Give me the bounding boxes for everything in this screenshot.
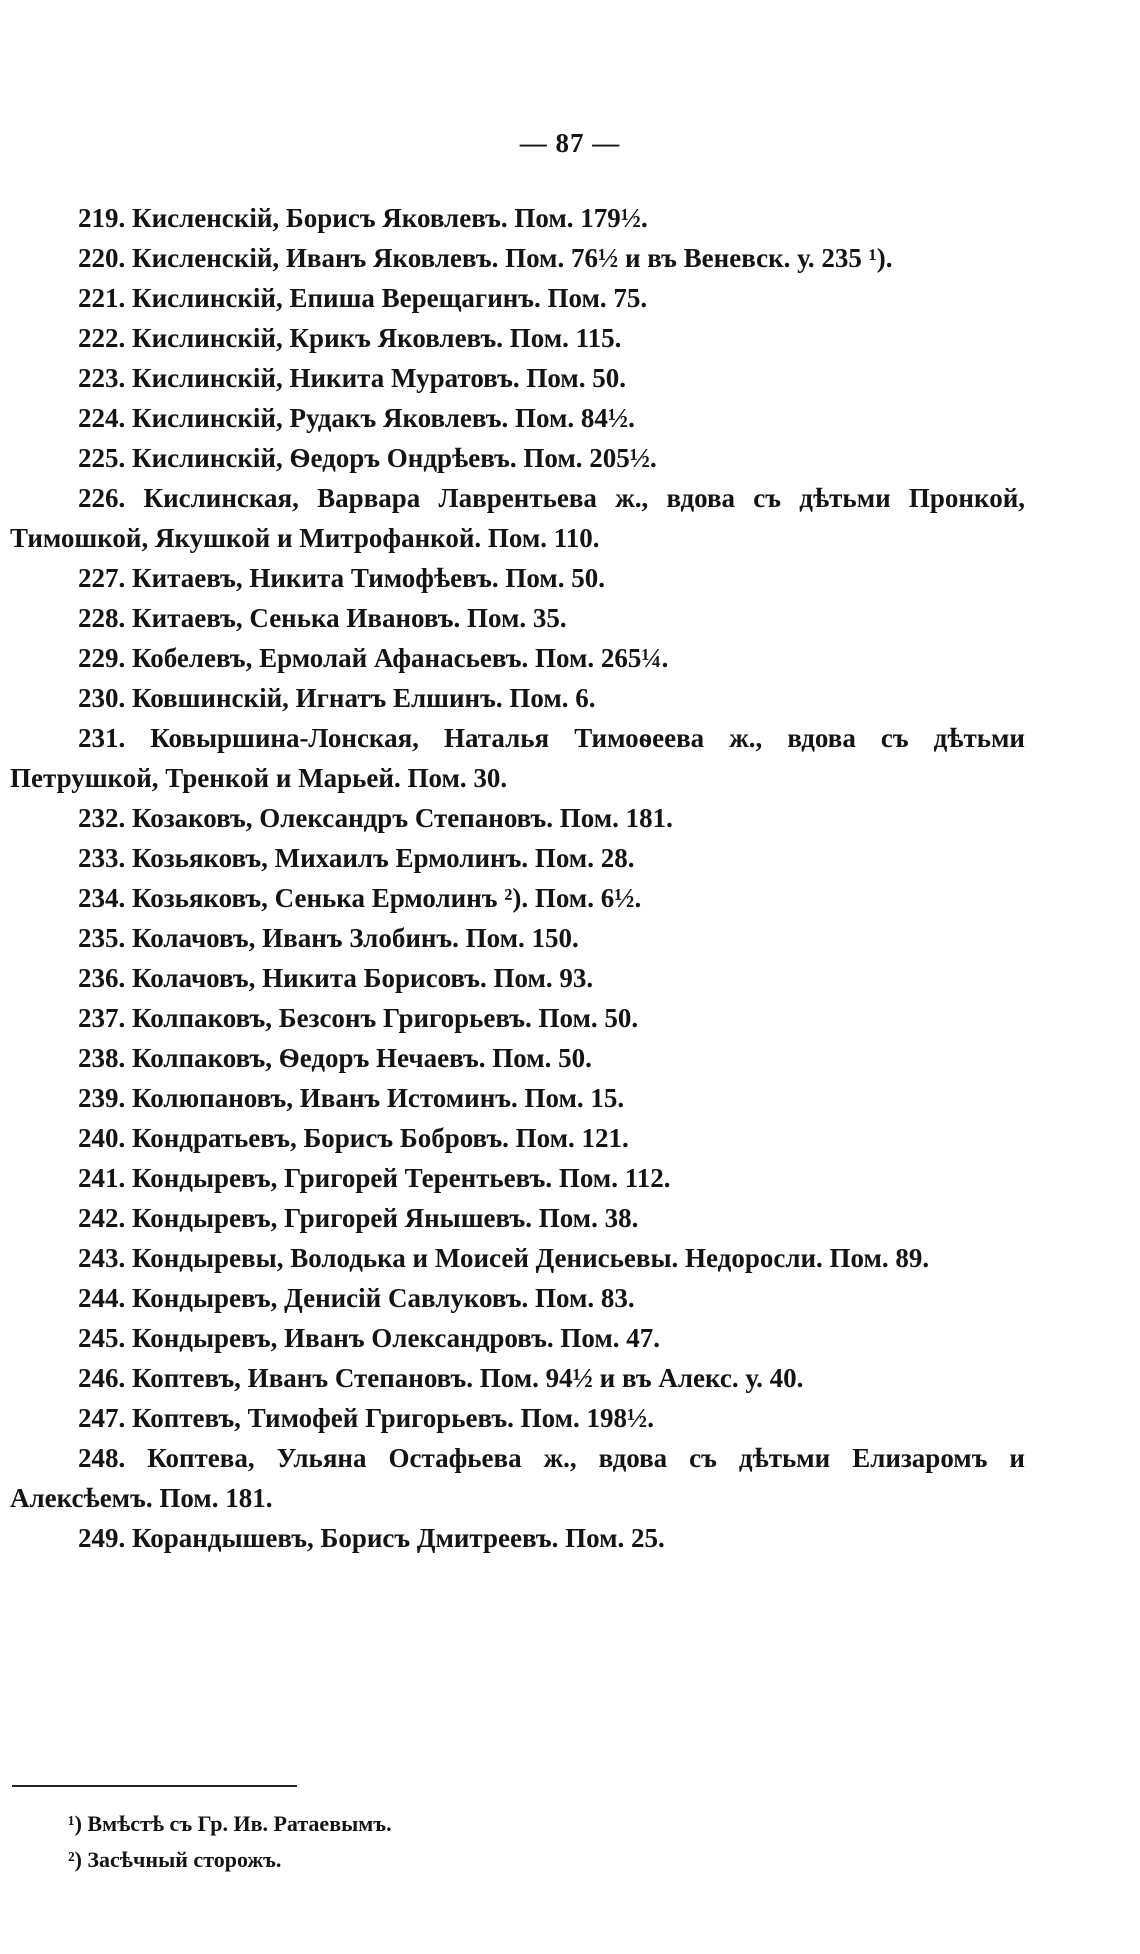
list-item: 227. Китаевъ, Никита Тимофѣевъ. Пом. 50. (78, 563, 605, 593)
list-item: 247. Коптевъ, Тимофей Григорьевъ. Пом. 198½. (78, 1403, 655, 1433)
list-item: 226. Кислинская, Варвара Лаврентьева ж., вдова съ дѣтьми Пронкой, Тимошкой, Якушкой и Митрофанкой. Пом. 110. (10, 483, 1025, 553)
list-item: 237. Колпаковъ, Безсонъ Григорьевъ. Пом. 50. (78, 1003, 639, 1033)
list-item: 244. Кондыревъ, Денисій Савлуковъ. Пом. 83. (78, 1283, 635, 1313)
list-item: 234. Козьяковъ, Сенька Ермолинъ ²). Пом. 6½. (78, 883, 642, 913)
list-item: 240. Кондратьевъ, Борисъ Бобровъ. Пом. 121. (78, 1123, 629, 1153)
footnotes (68, 1806, 768, 1878)
list-item: 228. Китаевъ, Сенька Ивановъ. Пом. 35. (78, 603, 567, 633)
list-item: 224. Кислинскій, Рудакъ Яковлевъ. Пом. 84½. (78, 403, 635, 433)
list-item: 233. Козьяковъ, Михаилъ Ермолинъ. Пом. 28. (78, 843, 635, 873)
list-item: 235. Колачовъ, Иванъ Злобинъ. Пом. 150. (78, 923, 579, 953)
list-item: 245. Кондыревъ, Иванъ Олександровъ. Пом. 47. (78, 1323, 660, 1353)
list-item: 229. Кобелевъ, Ермолай Афанасьевъ. Пом. 265¼. (78, 643, 669, 673)
list-item: 221. Кислинскій, Епиша Верещагинъ. Пом. 75. (78, 283, 648, 313)
page-number: — 87 — (519, 128, 621, 158)
list-item: 236. Колачовъ, Никита Борисовъ. Пом. 93. (78, 963, 594, 993)
list-item: 225. Кислинскій, Ѳедоръ Ондрѣевъ. Пом. 205½. (78, 443, 657, 473)
list-item: 219. Кисленскій, Борисъ Яковлевъ. Пом. 179½. (78, 203, 648, 233)
list-item: 243. Кондыревы, Володька и Моисей Денисьевы. Недоросли. Пом. 89. (78, 1243, 930, 1273)
list-item: 242. Кондыревъ, Григорей Янышевъ. Пом. 38. (78, 1203, 639, 1233)
list-item: 241. Кондыревъ, Григорей Терентьевъ. Пом. 112. (78, 1163, 671, 1193)
list-item: 248. Коптева, Ульяна Остафьева ж., вдова съ дѣтьми Елизаромъ и Алексѣемъ. Пом. 181. (10, 1443, 1025, 1513)
list-item: 223. Кислинскій, Никита Муратовъ. Пом. 50. (78, 363, 626, 393)
list-item: 232. Козаковъ, Олександръ Степановъ. Пом. 181. (78, 803, 673, 833)
entry-list (10, 198, 1025, 1558)
footnote: ²) Засѣчный сторожъ. (68, 1847, 282, 1872)
list-item: 246. Коптевъ, Иванъ Степановъ. Пом. 94½ и въ Алекс. у. 40. (78, 1363, 804, 1393)
list-item: 239. Колюпановъ, Иванъ Истоминъ. Пом. 15. (78, 1083, 625, 1113)
list-item: 222. Кислинскій, Крикъ Яковлевъ. Пом. 115. (78, 323, 622, 353)
footnote: ¹) Вмѣстѣ съ Гр. Ив. Ратаевымъ. (68, 1811, 392, 1836)
footnote-divider (12, 1785, 297, 1787)
list-item: 230. Ковшинскій, Игнатъ Елшинъ. Пом. 6. (78, 683, 596, 713)
list-item: 220. Кисленскій, Иванъ Яковлевъ. Пом. 76½ и въ Веневск. у. 235 ¹). (78, 243, 893, 273)
list-item: 238. Колпаковъ, Ѳедоръ Нечаевъ. Пом. 50. (78, 1043, 592, 1073)
list-item: 249. Корандышевъ, Борисъ Дмитреевъ. Пом. 25. (78, 1523, 665, 1553)
list-item: 231. Ковыршина-Лонская, Наталья Тимоѳеева ж., вдова съ дѣтьми Петрушкой, Тренкой и Марьей. Пом. 30. (10, 723, 1025, 793)
